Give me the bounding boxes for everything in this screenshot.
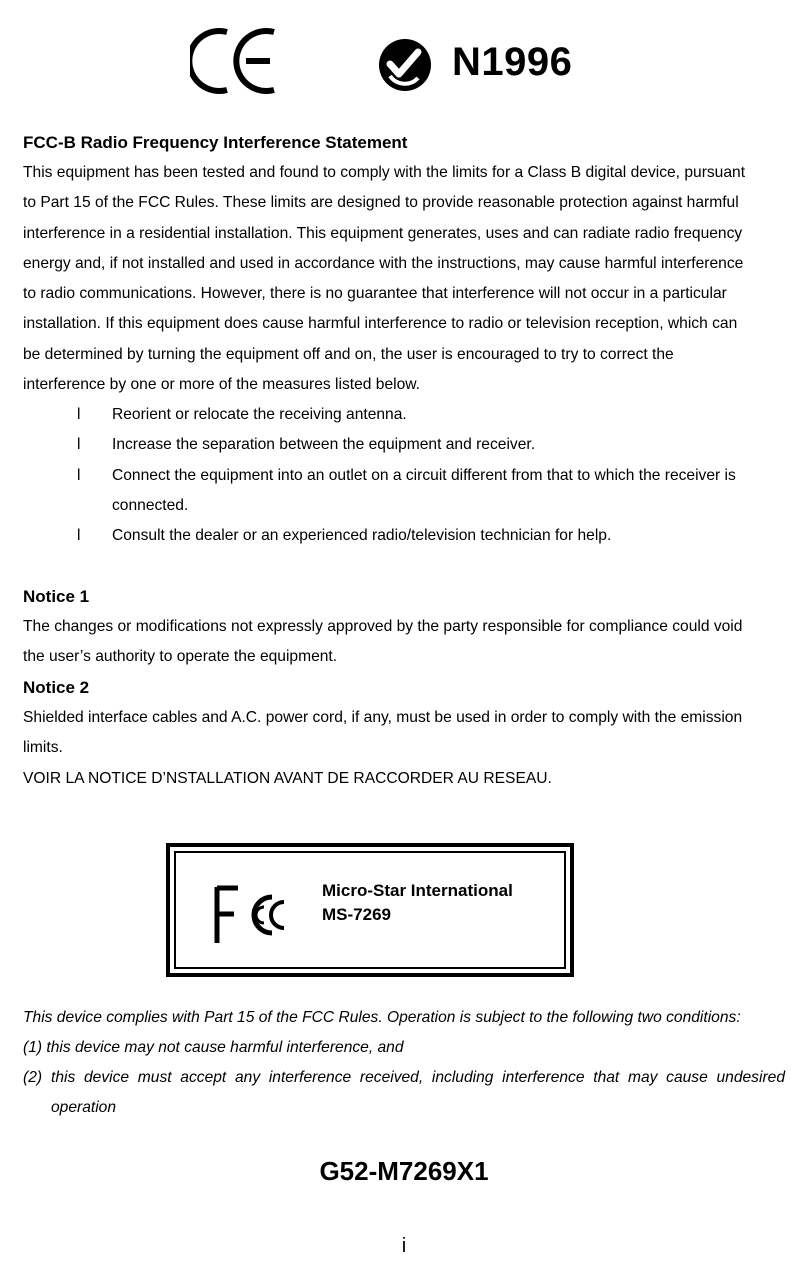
condition-text: this device must accept any interference received, including interference that may cause undesired operation — [51, 1069, 785, 1117]
text-line: the user’s authority to operate the equipment. — [23, 648, 338, 666]
condition-number: (2) — [23, 1069, 43, 1086]
bullet-text: Increase the separation between the equipment and receiver. — [112, 436, 536, 453]
fcc-label — [166, 843, 574, 977]
bullet-marker: l — [77, 467, 81, 484]
text-line: limits. — [23, 739, 63, 757]
bullet-marker: l — [77, 527, 81, 544]
text-line: to radio communications. However, there is no guarantee that interference will not occur in a particular — [23, 285, 727, 303]
certification-logos — [0, 20, 808, 100]
compliance-condition-1 — [23, 1033, 787, 1063]
text-line: installation. If this equipment does cause harmful interference to radio or television reception, which can — [23, 315, 738, 333]
notice-1-title: Notice 1 — [23, 587, 90, 606]
bullet-marker: l — [77, 436, 81, 453]
text-line: energy and, if not installed and used in accordance with the instructions, may cause harmful interference — [23, 254, 744, 272]
compliance-condition-2 — [23, 1063, 787, 1125]
bullet-text: Consult the dealer or an experienced radio/television technician for help. — [112, 527, 612, 544]
fcc-label-company: Micro-Star International — [322, 881, 513, 900]
condition-text: this device may not cause harmful interference, and — [46, 1039, 404, 1056]
ctick-model-number: N1996 — [452, 40, 573, 84]
bullet-text: Reorient or relocate the receiving antenna. — [112, 406, 407, 423]
text-line: This equipment has been tested and found to comply with the limits for a Class B digital device, pursuant — [23, 164, 746, 181]
fcc-label-model: MS-7269 — [322, 905, 391, 924]
text-line: Shielded interface cables and A.C. power cord, if any, must be used in order to comply with the emission — [23, 709, 743, 726]
notice-2-body — [23, 703, 787, 794]
compliance-intro: This device complies with Part 15 of the FCC Rules. Operation is subject to the following two conditions: — [23, 1009, 741, 1026]
c-tick-mark-icon — [378, 38, 432, 92]
fcc-statement-title: FCC-B Radio Frequency Interference Statement — [23, 133, 408, 152]
bullet-text: Connect the equipment into an outlet on a circuit different from that to which the receiver is connected. — [112, 467, 736, 515]
text-line: interference in a residential installation. This equipment generates, uses and can radiate radio frequency — [23, 224, 743, 242]
notice-1-body — [23, 612, 787, 673]
text-line: VOIR LA NOTICE D’NSTALLATION AVANT DE RACCORDER AU RESEAU. — [23, 769, 552, 787]
page-number: i — [401, 1235, 407, 1257]
ce-mark-icon — [190, 24, 280, 98]
fcc-label-inner-border — [174, 851, 566, 969]
condition-number: (1) — [23, 1039, 43, 1056]
bullet-marker: l — [77, 406, 81, 423]
text-line: interference by one or more of the measures listed below. — [23, 376, 420, 394]
fcc-logo-icon — [214, 885, 292, 945]
notice-2-title: Notice 2 — [23, 678, 90, 697]
fcc-statement-body — [23, 158, 787, 400]
text-line: to Part 15 of the FCC Rules. These limits are designed to provide reasonable protection against harmful — [23, 194, 739, 212]
text-line: The changes or modifications not expressly approved by the party responsible for compliance could void — [23, 618, 743, 635]
text-line: be determined by turning the equipment off and on, the user is encouraged to try to correct the — [23, 345, 674, 363]
part-number: G52-M7269X1 — [319, 1156, 489, 1186]
